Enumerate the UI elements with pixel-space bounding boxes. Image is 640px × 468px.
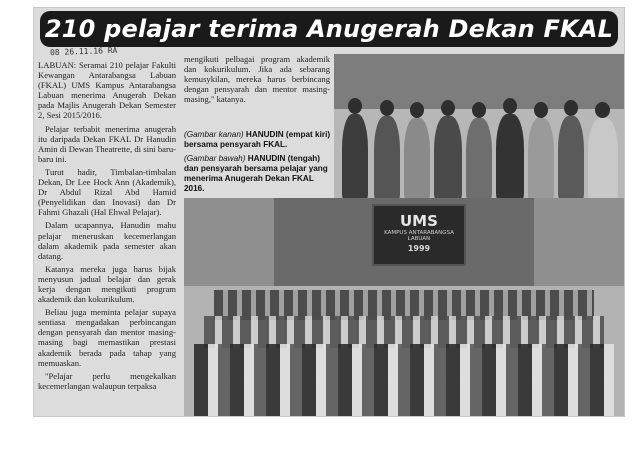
paragraph: Beliau juga meminta pelajar supaya sentiasa mengadakan perbincangan dengan pensyarah dan mentor masing-masing bagi memastikan prestasi akademik berada pada tahap yang memuaskan. (38, 307, 176, 368)
photo-caption-right (184, 130, 332, 150)
ums-sign (372, 204, 466, 266)
sign-subtitle: KAMPUS ANTARABANGSA LABUAN (384, 230, 454, 242)
photo-students (184, 198, 624, 416)
article-column-2 (184, 54, 330, 104)
article-column-1 (38, 54, 176, 414)
headline: 210 pelajar terima Anugerah Dekan FKAL (40, 11, 618, 47)
paragraph: Katanya mereka juga harus bijak menyusun jadual belajar dan gerak kerja dengan mengikuti program akademik dan kokurikulum. (38, 263, 176, 305)
caption-text: HANUDIN (empat kiri) bersama pensyarah FKAL. (184, 130, 331, 149)
caption-text: HANUDIN (tengah) dan pensyarah bersama pelajar yang menerima Anugerah Dekan FKAL 2016. (184, 154, 328, 193)
paragraph: mengikuti pelbagai program akademik dan kokurikulum. Jika ada sebarang kemusykilan, mereka harus berbincang dengan pensyarah dan mentor masing-masing," katanya. (184, 54, 330, 105)
newspaper-clipping (33, 7, 625, 417)
paragraph: Pelajar terbabit menerima anugerah itu daripada Dekan FKAL Dr Hanudin Amin di Dewan Theatrette, di sini baru-baru ini. (38, 123, 176, 164)
handwritten-date: 08 26.11.16 RA (49, 45, 118, 58)
paragraph: Dalam ucapannya, Hanudin mahu pelajar meneruskan kecemerlangan dalam akademik pada semester akan datang. (38, 220, 176, 261)
photo-lecturers (334, 54, 624, 200)
paragraph: "Pelajar perlu mengekalkan kecemerlangan walaupun terpaksa (38, 370, 176, 391)
caption-tag: (Gambar kanan) (184, 130, 244, 139)
photo-caption-bottom (184, 154, 332, 194)
paragraph: LABUAN: Seramai 210 pelajar Fakulti Kewangan Antarabangsa Labuan (FKAL) UMS Kampus Antarabangsa Labuan menerima Anugerah Dekan pada Majlis Anugerah Dekan Semester 2, Sesi 2015/2016. (38, 60, 176, 121)
paragraph: Turut hadir, Timbalan-timbalan Dekan, Dr Lee Hock Ann (Akademik), Dr Abdul Rizal Abd Hamid (Penyelidikan dan Inovasi) dan Dr Fahmi Ghazali (Hal Ehwal Pelajar). (38, 166, 176, 218)
ums-logo: UMS (400, 212, 438, 230)
caption-tag: (Gambar bawah) (184, 154, 246, 163)
sign-year: 1999 (407, 244, 431, 253)
